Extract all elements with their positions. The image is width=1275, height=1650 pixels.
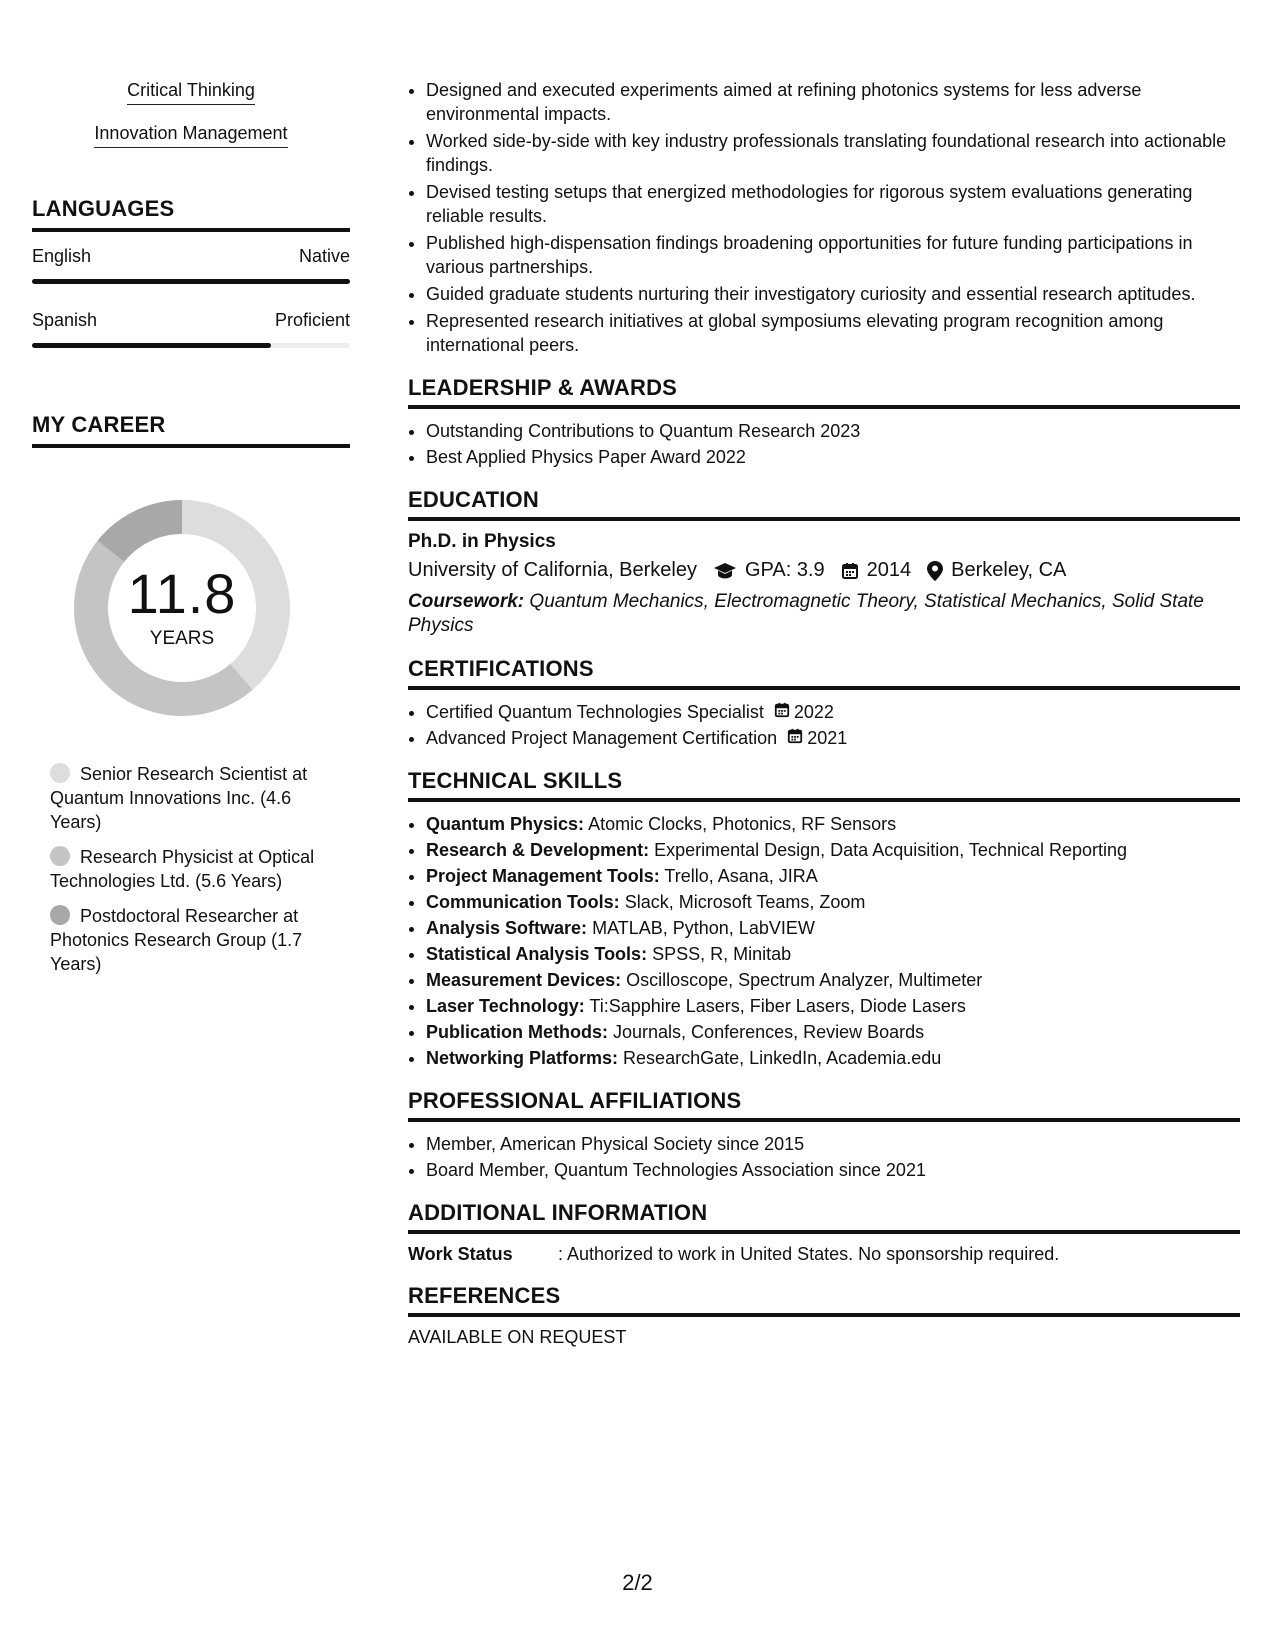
skill-category: Laser Technology: (426, 996, 585, 1016)
skill-item (426, 838, 1240, 862)
affiliation-item: • Member, American Physical Society since 2015 (426, 1132, 1240, 1156)
experience-bullet: • Devised testing setups that energized methodologies for rigorous system evaluations generating reliable results. (426, 180, 1240, 228)
calendar-icon (787, 726, 803, 750)
language-proficiency-fill (32, 343, 271, 348)
work-status-row (408, 1244, 1240, 1265)
skill-item (426, 968, 1240, 992)
page-number: 2/2 (622, 1570, 653, 1595)
school-name: University of California, Berkeley (408, 559, 697, 581)
references-heading: REFERENCES (408, 1283, 1240, 1317)
skill-item (426, 942, 1240, 966)
language-proficiency-bar (32, 279, 350, 284)
skill-values: Atomic Clocks, Photonics, RF Sensors (588, 814, 897, 834)
sidebar (32, 80, 350, 987)
experience-bullet: • Guided graduate students nurturing their investigatory curiosity and essential research aptitudes. (426, 282, 1240, 306)
work-status-label: Work Status (408, 1244, 513, 1264)
languages-heading: LANGUAGES (32, 196, 350, 232)
skill-item (426, 864, 1240, 888)
language-name: English (32, 246, 92, 266)
skill-item (426, 994, 1240, 1018)
soft-skill: Innovation Management (94, 123, 287, 148)
references-section (408, 1283, 1240, 1348)
skill-category: Measurement Devices: (426, 970, 622, 990)
skill-category: Networking Platforms: (426, 1048, 619, 1068)
career-role-item (50, 904, 340, 976)
gpa: GPA: 3.9 (745, 559, 825, 581)
skill-values: MATLAB, Python, LabVIEW (592, 918, 815, 938)
skill-values: Experimental Design, Data Acquisition, Technical Reporting (654, 840, 1128, 860)
skill-category: Statistical Analysis Tools: (426, 944, 648, 964)
additional-info-heading: ADDITIONAL INFORMATION (408, 1200, 1240, 1234)
references-text: AVAILABLE ON REQUEST (408, 1327, 627, 1347)
certification-name: Advanced Project Management Certification (426, 728, 778, 748)
leadership-section (408, 375, 1240, 469)
affiliation-item: • Board Member, Quantum Technologies Association since 2021 (426, 1158, 1240, 1182)
award-item: • Best Applied Physics Paper Award 2022 (426, 445, 1240, 469)
skill-item (426, 1046, 1240, 1070)
certifications-heading: CERTIFICATIONS (408, 656, 1240, 690)
career-total-years: 11.8 (127, 562, 237, 625)
coursework-label: Coursework: (408, 591, 525, 612)
education-details (408, 559, 1240, 582)
career-role-item (50, 762, 340, 834)
language-name: Spanish (32, 310, 98, 330)
skill-category: Project Management Tools: (426, 866, 660, 886)
coursework (408, 590, 1240, 638)
calendar-icon (774, 700, 790, 724)
soft-skill: Critical Thinking (127, 80, 255, 105)
legend-dot-icon (50, 846, 70, 866)
skill-category: Quantum Physics: (426, 814, 585, 834)
skill-category: Communication Tools: (426, 892, 620, 912)
coursework-text: Quantum Mechanics, Electromagnetic Theory, Statistical Mechanics, Solid State Physics (408, 591, 1204, 636)
award-item: • Outstanding Contributions to Quantum Research 2023 (426, 419, 1240, 443)
certification-year: 2021 (807, 728, 848, 748)
experience-bullet: • Published high-dispensation findings broadening opportunities for future funding participations in various partnerships. (426, 231, 1240, 279)
skill-values: Trello, Asana, JIRA (664, 866, 818, 886)
affiliations-section (408, 1088, 1240, 1182)
skill-values: ResearchGate, LinkedIn, Academia.edu (623, 1048, 942, 1068)
degree-title: Ph.D. in Physics (408, 531, 556, 552)
leadership-heading: LEADERSHIP & AWARDS (408, 375, 1240, 409)
skill-item (426, 916, 1240, 940)
languages-list (32, 246, 350, 348)
technical-skills-heading: TECHNICAL SKILLS (408, 768, 1240, 802)
career-role-text: Postdoctoral Researcher at Photonics Research Group (1.7 Years) (50, 906, 303, 974)
language-proficiency-bar (32, 343, 350, 348)
skill-item (426, 812, 1240, 836)
technical-skills-section (408, 768, 1240, 1070)
legend-dot-icon (50, 905, 70, 925)
career-role-item (50, 845, 340, 893)
education-section (408, 487, 1240, 638)
career-role-text: Senior Research Scientist at Quantum Innovations Inc. (4.6 Years) (50, 764, 308, 832)
skill-item (426, 1020, 1240, 1044)
graduation-year: 2014 (866, 559, 912, 581)
skill-item (426, 890, 1240, 914)
career-donut-chart (62, 488, 302, 728)
experience-bullets (408, 78, 1240, 357)
skill-category: Research & Development: (426, 840, 650, 860)
language-level: Native (298, 246, 350, 266)
certification-year: 2022 (793, 702, 834, 722)
career-roles-legend (50, 762, 340, 976)
skill-values: Ti:Sapphire Lasers, Fiber Lasers, Diode Lasers (589, 996, 966, 1016)
affiliations-heading: PROFESSIONAL AFFILIATIONS (408, 1088, 1240, 1122)
legend-dot-icon (50, 763, 70, 783)
main-content (408, 78, 1240, 1348)
additional-info-section (408, 1200, 1240, 1265)
school-location: Berkeley, CA (951, 559, 1067, 581)
career-heading: MY CAREER (32, 412, 350, 448)
certifications-section (408, 656, 1240, 750)
language-item (32, 246, 350, 284)
soft-skills (32, 80, 350, 166)
skill-category: Publication Methods: (426, 1022, 608, 1042)
skill-values: Oscilloscope, Spectrum Analyzer, Multimeter (626, 970, 983, 990)
experience-bullet: • Worked side-by-side with key industry professionals translating foundational research into actionable findings. (426, 129, 1240, 177)
skill-values: Journals, Conferences, Review Boards (613, 1022, 925, 1042)
career-role-text: Research Physicist at Optical Technologies Ltd. (5.6 Years) (50, 847, 315, 891)
career-years-unit: YEARS (149, 628, 215, 649)
graduation-cap-icon (713, 562, 737, 580)
calendar-icon (841, 562, 859, 580)
skill-values: SPSS, R, Minitab (652, 944, 792, 964)
education-heading: EDUCATION (408, 487, 1240, 521)
experience-bullet: • Represented research initiatives at global symposiums elevating program recognition among international peers. (426, 309, 1240, 357)
work-status-value: : Authorized to work in United States. No sponsorship required. (558, 1244, 1060, 1264)
language-level: Proficient (274, 310, 350, 330)
experience-bullet: • Designed and executed experiments aimed at refining photonics systems for less adverse environmental impacts. (426, 78, 1240, 126)
language-item (32, 310, 350, 348)
skill-values: Slack, Microsoft Teams, Zoom (624, 892, 866, 912)
skill-category: Analysis Software: (426, 918, 588, 938)
certification-name: Certified Quantum Technologies Specialist (426, 702, 764, 722)
certification-item (426, 700, 1240, 724)
language-proficiency-fill (32, 279, 350, 284)
certification-item (426, 726, 1240, 750)
location-pin-icon (927, 561, 943, 581)
